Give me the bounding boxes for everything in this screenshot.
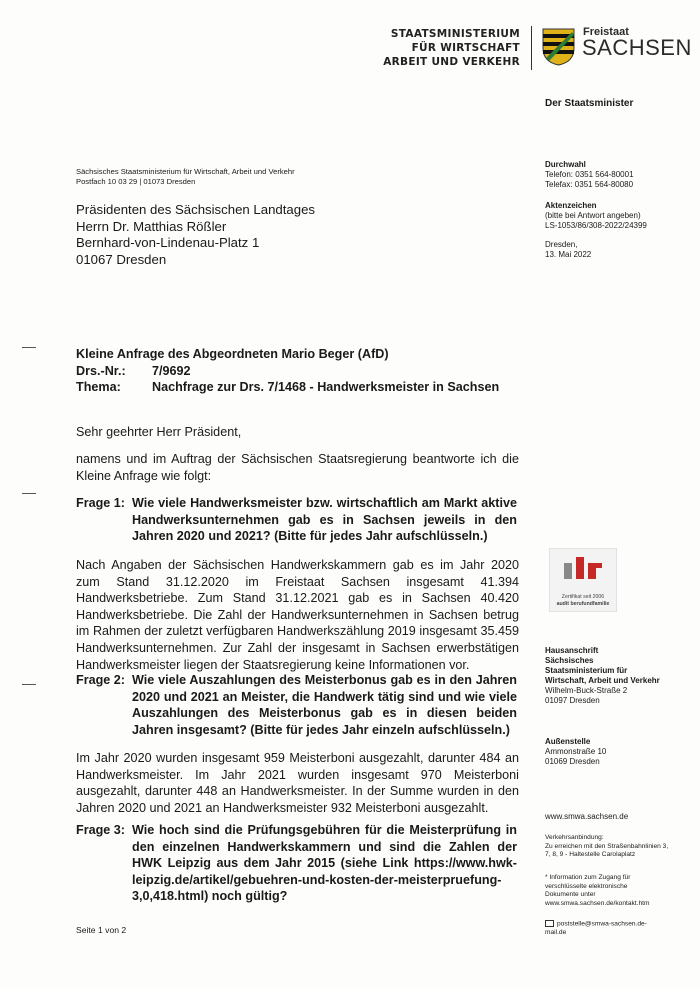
aussenstelle-street: Ammonstraße 10 (545, 747, 607, 756)
drs-label: Drs.-Nr.: (76, 363, 126, 378)
access-note: * Information zum Zugang für verschlüsselte elektronische Dokumente unter www.smwa.sachsen.de/kontakt.htm (545, 874, 650, 907)
recipient-line-1: Präsidenten des Sächsischen Landtages (76, 202, 316, 217)
transport-heading: Verkehrsanbindung: (545, 834, 604, 841)
topic-line (76, 379, 499, 396)
certificate-line-1: Zertifikat seit 2006 (561, 594, 605, 600)
question-label: Frage 2: (76, 673, 125, 687)
reference-number: LS-1053/86/308-2022/24399 (545, 221, 647, 230)
page-number: Seite 1 von 2 (76, 925, 127, 935)
signatory-title: Der Staatsminister (545, 98, 634, 109)
sender-address (76, 167, 295, 186)
question-3 (76, 822, 519, 905)
date-city: Dresden, (545, 240, 578, 249)
hausanschrift-block (545, 646, 660, 706)
date-block (545, 240, 591, 260)
ministry-line-2: FÜR WIRTSCHAFT (411, 42, 520, 54)
aussenstelle-city: 01069 Dresden (545, 757, 600, 766)
sender-line-1: Sächsisches Staatsministerium für Wirtschaft, Arbeit und Verkehr (76, 167, 295, 176)
reference-note: (bitte bei Antwort angeben) (545, 211, 641, 220)
topic-label: Thema: (76, 380, 121, 394)
question-text: Wie viele Handwerksmeister bzw. wirtschaftlich am Markt aktive Handwerksunternehmen gab es in Sachsen jeweils in den Jahren 2020 und 2021? (Bitte für jedes Jahr aufschlüsseln.) (132, 496, 517, 544)
question-1 (76, 495, 519, 545)
transport-text: Zu erreichen mit den Straßenbahnlinien 3, 7, 8, 9 - Haltestelle Carolaplatz (545, 842, 669, 859)
fold-mark (22, 493, 36, 494)
question-text: Wie viele Auszahlungen des Meisterbonus gab es in den Jahren 2020 und 2021 an Meister, die Handwerk tätig sind und wie viele Auszahlungen des Meisterbonus gab es in diesen beiden Jahren insgesamt? (Bitte für jedes Jahr einzeln aufschlüsseln.) (132, 673, 517, 737)
logo-freistaat: Freistaat (583, 26, 629, 38)
email-block (545, 920, 657, 937)
coat-of-arms-icon (542, 28, 575, 66)
question-label: Frage 3: (76, 823, 125, 837)
contact-block (545, 160, 634, 190)
hausanschrift-street: Wilhelm-Buck-Straße 2 (545, 686, 628, 695)
certificate-text (550, 594, 616, 607)
recipient-address (76, 202, 315, 268)
subject-block (76, 346, 499, 396)
recipient-line-3: Bernhard-von-Lindenau-Platz 1 (76, 235, 260, 250)
drs-number: 7/9692 (152, 363, 191, 378)
salutation: Sehr geehrter Herr Präsident, (76, 425, 242, 439)
recipient-line-2: Herrn Dr. Matthias Rößler (76, 218, 227, 234)
ministry-line-3: ARBEIT UND VERKEHR (383, 56, 520, 68)
fold-mark (22, 347, 36, 348)
fold-mark (22, 684, 36, 685)
email-address[interactable]: poststelle@smwa-sachsen.de-mail.de (545, 920, 647, 936)
sender-line-2: Postfach 10 03 29 | 01073 Dresden (76, 176, 196, 186)
contact-heading: Durchwahl (545, 160, 586, 169)
ministry-line-1: STAATSMINISTERIUM (390, 28, 520, 40)
topic-text: Nachfrage zur Drs. 7/1468 - Handwerksmeister in Sachsen (152, 380, 500, 394)
question-text: Wie hoch sind die Prüfungsgebühren für die Meisterprüfung in den einzelnen Handwerkskammern und sind die Zahlen der HWK Leipzig aus dem Jahr 2015 (siehe Link https://www.hwk-leipzig.de/artikel/gebuehren-und-kosten-der-meisterpruefung-3,0,418.html) noch gültig? (132, 823, 517, 904)
header-divider (531, 26, 532, 70)
reference-heading: Aktenzeichen (545, 201, 597, 210)
question-label: Frage 1: (76, 496, 125, 510)
reference-block (545, 201, 647, 231)
intro-paragraph: namens und im Auftrag der Sächsischen Staatsregierung beantworte ich die Kleine Anfrage wie folgt: (76, 452, 519, 483)
ministry-name (383, 27, 520, 69)
letter-date: 13. Mai 2022 (545, 250, 592, 259)
certificate-line-2: audit berufundfamilie (556, 600, 610, 607)
question-2 (76, 672, 519, 738)
subject-title: Kleine Anfrage des Abgeordneten Mario Beger (AfD) (76, 347, 389, 361)
website-link[interactable]: www.smwa.sachsen.de (545, 812, 629, 821)
hausanschrift-city: 01097 Dresden (545, 696, 600, 705)
answer-2: Im Jahr 2020 wurden insgesamt 959 Meisterboni ausgezahlt, darunter 484 an Handwerksmeister. Im Jahr 2021 wurden insgesamt 970 Meisterboni ausgezahlt, darunter 448 an Handwerksmeister. In der Summe wurden in den Jahren 2020 und 2021 an Handwerksmeister 932 Meisterboni ausgezahlt. (76, 751, 519, 815)
logo-sachsen: SACHSEN (582, 35, 692, 60)
fax-number: Telefax: 0351 564-80080 (545, 180, 634, 189)
audit-icon (550, 549, 616, 589)
aussenstelle-block (545, 737, 606, 767)
hausanschrift-org: Sächsisches Staatsministerium für Wirtschaft, Arbeit und Verkehr (545, 656, 660, 685)
email-icon (545, 920, 554, 927)
phone-number: Telefon: 0351 564-80001 (545, 170, 634, 179)
answer-1: Nach Angaben der Sächsischen Handwerkskammern gab es im Jahr 2020 zum Stand 31.12.2020 im Freistaat Sachsen insgesamt 41.394 Handwerksbetriebe. Zum Stand 31.12.2021 gab es in Sachsen 40.420 Handwerksbetriebe. Die Zahl der Handwerksunternehmen in Sachsen betrug im Rahmen der zuletzt verfügbaren Handwerkszählung 2019 insgesamt 35.459 Handwerksunternehmen. Zur Zahl der insgesamt in Sachsen erwerbstätigen Handwerksmeister liegen der Staatsregierung keine Informationen vor. (76, 558, 519, 672)
certificate-logo (549, 548, 617, 612)
drs-line (76, 363, 499, 380)
hausanschrift-heading: Hausanschrift (545, 646, 599, 655)
recipient-line-4: 01067 Dresden (76, 251, 167, 267)
aussenstelle-heading: Außenstelle (545, 737, 591, 746)
transport-block (545, 834, 673, 860)
